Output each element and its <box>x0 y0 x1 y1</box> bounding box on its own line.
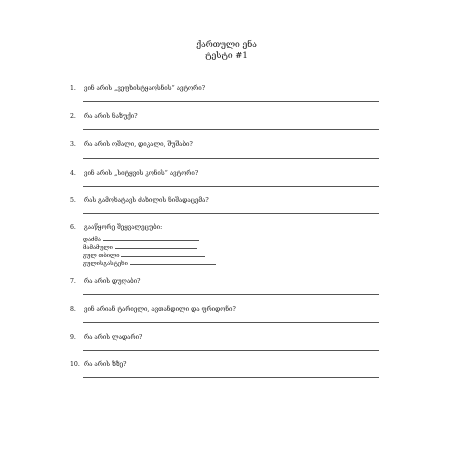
question-6 <box>70 224 162 232</box>
question-9 <box>70 334 142 342</box>
question-10 <box>70 361 126 369</box>
question-number: 6. <box>70 224 76 231</box>
question-number: 1. <box>70 85 76 92</box>
question-1 <box>70 85 205 93</box>
answer-line-2[interactable] <box>83 129 379 130</box>
page-title: ქართული ენა <box>196 40 257 50</box>
matching-blank[interactable] <box>115 242 197 249</box>
answer-line-5[interactable] <box>83 213 379 214</box>
question-number: 2. <box>70 113 76 120</box>
answer-line-9[interactable] <box>83 350 379 351</box>
question-number: 7. <box>70 278 76 285</box>
question-5 <box>70 197 209 205</box>
question-number: 10. <box>70 361 80 368</box>
matching-blank[interactable] <box>121 250 205 257</box>
answer-line-10[interactable] <box>83 377 379 378</box>
question-text: რა არის ოშალი, დიკალი, შუშაბი? <box>84 141 193 148</box>
matching-label: მამამული <box>83 245 113 251</box>
question-text: რა არის ზზე? <box>84 361 127 368</box>
matching-label: გულ თბილი <box>83 253 120 259</box>
question-number: 4. <box>70 170 76 177</box>
answer-line-1[interactable] <box>83 101 379 102</box>
question-text: ვინ არის „სიტყვის კონის“ ავტორი? <box>84 170 199 177</box>
question-4 <box>70 170 198 178</box>
matching-blank[interactable] <box>130 258 216 265</box>
question-3 <box>70 141 193 149</box>
answer-line-3[interactable] <box>83 158 379 159</box>
question-number: 3. <box>70 141 76 148</box>
question-7 <box>70 278 140 286</box>
matching-label: დაძმა <box>83 237 101 243</box>
question-text: რას გამოხატავს ძახილის ნიშადაცემა? <box>84 197 209 204</box>
answer-line-4[interactable] <box>83 186 379 187</box>
question-number: 8. <box>70 306 76 313</box>
question-text: რა არის ლადარი? <box>84 334 143 341</box>
question-text: რა არის დუღაბი? <box>84 278 141 285</box>
answer-line-7[interactable] <box>83 294 379 295</box>
answer-line-8[interactable] <box>83 322 379 323</box>
question-2 <box>70 113 138 121</box>
question-8 <box>70 306 236 314</box>
matching-label: გულისგასტეხი <box>83 261 128 267</box>
page-subtitle: ტესტი #1 <box>205 51 248 61</box>
question-number: 9. <box>70 334 76 341</box>
question-number: 5. <box>70 197 76 204</box>
question-text: ვინ არის „ვეფხისტყაოსნის“ ავტორი? <box>84 85 206 92</box>
question-text: რა არის ნაზუქი? <box>84 113 138 120</box>
matching-item-4 <box>83 258 216 268</box>
question-text: ვინ არიან ტარიელი, ავთანდილი და ფრიდონი? <box>84 306 236 313</box>
question-text: გააწყორე შეყვალეცუბი: <box>84 224 163 231</box>
matching-blank[interactable] <box>103 234 199 241</box>
